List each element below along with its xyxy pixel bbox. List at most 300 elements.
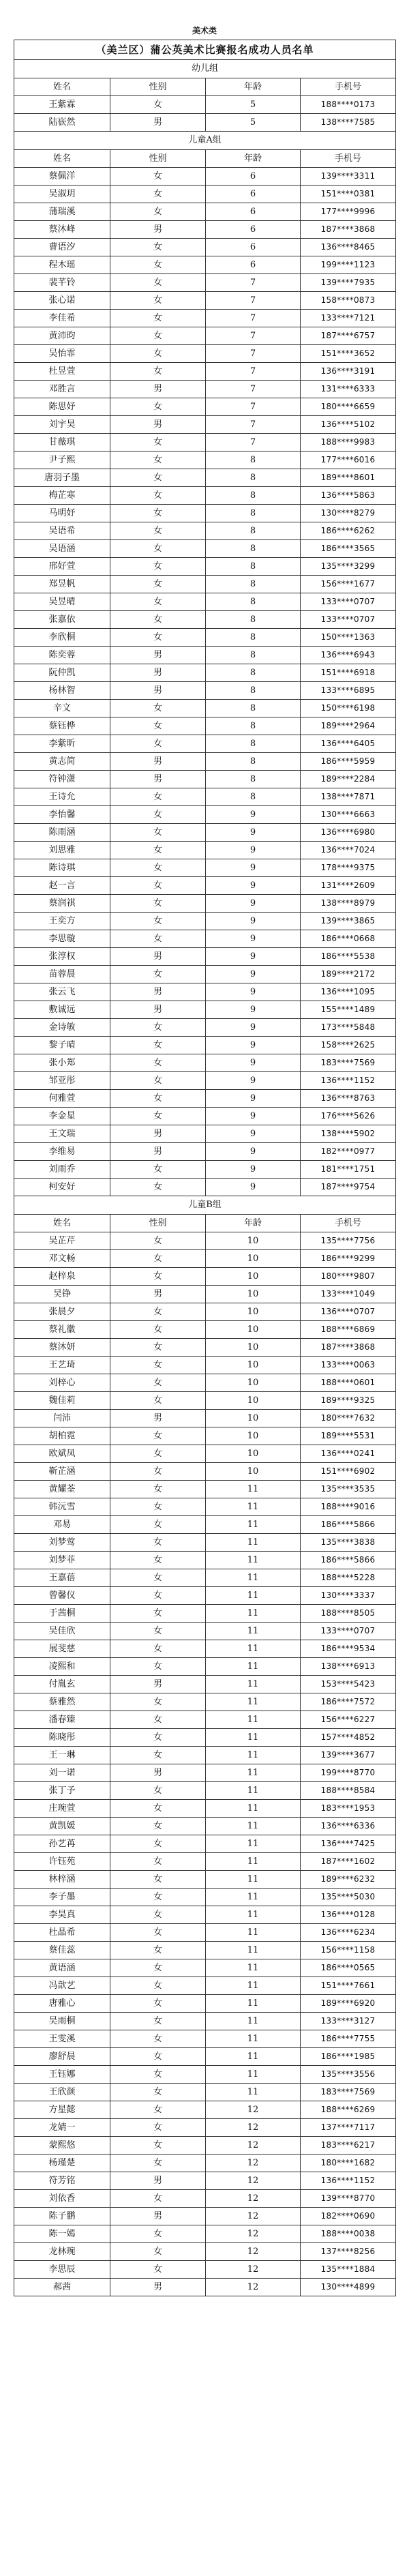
gender-cell: 女 xyxy=(110,1871,206,1889)
table-row xyxy=(14,168,396,186)
name-cell: 金诗敏 xyxy=(14,1019,110,1037)
age-cell: 8 xyxy=(206,735,301,753)
age-cell: 9 xyxy=(206,948,301,966)
table-row xyxy=(14,1481,396,1498)
gender-cell: 女 xyxy=(110,522,206,540)
gender-cell: 女 xyxy=(110,1357,206,1374)
name-cell: 张淳权 xyxy=(14,948,110,966)
gender-cell: 男 xyxy=(110,682,206,700)
gender-cell: 女 xyxy=(110,434,206,451)
phone-cell: 133****0707 xyxy=(301,1623,396,1640)
gender-cell: 女 xyxy=(110,310,206,327)
age-cell: 9 xyxy=(206,1161,301,1179)
header-row xyxy=(14,78,396,96)
name-cell: 刘思雅 xyxy=(14,842,110,859)
age-cell: 12 xyxy=(206,2279,301,2296)
phone-cell: 136****6943 xyxy=(301,647,396,664)
name-cell: 闫沛 xyxy=(14,1410,110,1427)
table-row xyxy=(14,966,396,983)
gender-cell: 男 xyxy=(110,221,206,239)
age-cell: 8 xyxy=(206,451,301,469)
name-cell: 曹语汐 xyxy=(14,239,110,256)
age-cell: 10 xyxy=(206,1321,301,1339)
name-cell: 刘梦莺 xyxy=(14,1534,110,1552)
phone-cell: 135****3838 xyxy=(301,1534,396,1552)
table-row xyxy=(14,2013,396,2030)
table-row xyxy=(14,1072,396,1090)
gender-cell: 女 xyxy=(110,2066,206,2084)
age-cell: 8 xyxy=(206,540,301,558)
table-row xyxy=(14,859,396,877)
age-cell: 11 xyxy=(206,1995,301,2013)
age-cell: 8 xyxy=(206,717,301,735)
table-row xyxy=(14,327,396,345)
phone-cell: 138****6913 xyxy=(301,1658,396,1676)
table-row xyxy=(14,1729,396,1747)
age-cell: 5 xyxy=(206,114,301,132)
gender-cell: 男 xyxy=(110,983,206,1001)
name-cell: 杜昱萱 xyxy=(14,363,110,381)
age-cell: 11 xyxy=(206,1623,301,1640)
gender-cell: 男 xyxy=(110,771,206,788)
name-cell: 陈子鹏 xyxy=(14,2208,110,2225)
table-row xyxy=(14,1232,396,1250)
name-cell: 蔡润祺 xyxy=(14,895,110,913)
phone-cell: 133****6895 xyxy=(301,682,396,700)
name-cell: 梅芷寒 xyxy=(14,487,110,505)
age-cell: 11 xyxy=(206,1977,301,1995)
phone-cell: 156****6227 xyxy=(301,1711,396,1729)
phone-cell: 199****8770 xyxy=(301,1764,396,1782)
phone-cell: 188****8505 xyxy=(301,1605,396,1623)
age-cell: 8 xyxy=(206,788,301,806)
roster-body xyxy=(14,40,396,2296)
phone-cell: 183****1953 xyxy=(301,1800,396,1818)
age-cell: 6 xyxy=(206,239,301,256)
name-cell: 王欣颜 xyxy=(14,2084,110,2101)
age-cell: 8 xyxy=(206,611,301,629)
name-cell: 欧斌凤 xyxy=(14,1445,110,1463)
gender-cell: 女 xyxy=(110,2101,206,2119)
table-row xyxy=(14,735,396,753)
phone-cell: 150****6198 xyxy=(301,700,396,717)
name-cell: 陈雨涵 xyxy=(14,824,110,842)
phone-cell: 135****1884 xyxy=(301,2261,396,2279)
phone-cell: 186****5959 xyxy=(301,753,396,771)
gender-cell: 女 xyxy=(110,558,206,576)
gender-cell: 女 xyxy=(110,292,206,310)
age-cell: 11 xyxy=(206,1764,301,1782)
table-row xyxy=(14,1640,396,1658)
gender-cell: 女 xyxy=(110,274,206,292)
gender-cell: 女 xyxy=(110,735,206,753)
phone-cell: 186****7572 xyxy=(301,1693,396,1711)
name-cell: 黄沛昀 xyxy=(14,327,110,345)
name-cell: 张小郑 xyxy=(14,1054,110,1072)
name-cell: 苗蓉晨 xyxy=(14,966,110,983)
name-cell: 陈诗琪 xyxy=(14,859,110,877)
age-cell: 9 xyxy=(206,842,301,859)
table-row xyxy=(14,1658,396,1676)
name-cell: 黄凯媛 xyxy=(14,1818,110,1835)
phone-cell: 136****5102 xyxy=(301,416,396,434)
age-cell: 9 xyxy=(206,983,301,1001)
phone-cell: 133****3127 xyxy=(301,2013,396,2030)
table-row xyxy=(14,1339,396,1357)
name-cell: 李佳希 xyxy=(14,310,110,327)
table-row xyxy=(14,1871,396,1889)
gender-cell: 女 xyxy=(110,1339,206,1357)
column-header: 姓名 xyxy=(14,1215,110,1232)
phone-cell: 130****4899 xyxy=(301,2279,396,2296)
gender-cell: 女 xyxy=(110,1835,206,1853)
age-cell: 10 xyxy=(206,1232,301,1250)
group-title: 儿童B组 xyxy=(14,1196,396,1215)
group-title-row xyxy=(14,1196,396,1215)
table-row xyxy=(14,2243,396,2261)
table-row xyxy=(14,1977,396,1995)
age-cell: 9 xyxy=(206,966,301,983)
age-cell: 11 xyxy=(206,1729,301,1747)
age-cell: 10 xyxy=(206,1463,301,1481)
name-cell: 吴语涵 xyxy=(14,540,110,558)
age-cell: 11 xyxy=(206,1747,301,1764)
phone-cell: 186****6262 xyxy=(301,522,396,540)
name-cell: 邓易 xyxy=(14,1516,110,1534)
age-cell: 11 xyxy=(206,1942,301,1959)
phone-cell: 138****5902 xyxy=(301,1125,396,1143)
gender-cell: 女 xyxy=(110,1693,206,1711)
name-cell: 刘一诺 xyxy=(14,1764,110,1782)
name-cell: 赵梓泉 xyxy=(14,1268,110,1286)
table-row xyxy=(14,274,396,292)
age-cell: 8 xyxy=(206,629,301,647)
phone-cell: 139****8770 xyxy=(301,2190,396,2208)
table-row xyxy=(14,1125,396,1143)
gender-cell: 女 xyxy=(110,629,206,647)
name-cell: 陈奕蓉 xyxy=(14,647,110,664)
name-cell: 邢好萱 xyxy=(14,558,110,576)
gender-cell: 女 xyxy=(110,1640,206,1658)
age-cell: 12 xyxy=(206,2225,301,2243)
gender-cell: 男 xyxy=(110,1764,206,1782)
document xyxy=(14,22,395,2296)
table-row xyxy=(14,1498,396,1516)
phone-cell: 188****5228 xyxy=(301,1569,396,1587)
table-row xyxy=(14,540,396,558)
gender-cell: 女 xyxy=(110,505,206,522)
phone-cell: 130****3337 xyxy=(301,1587,396,1605)
age-cell: 11 xyxy=(206,1552,301,1569)
age-cell: 11 xyxy=(206,1481,301,1498)
name-cell: 王艺琦 xyxy=(14,1357,110,1374)
age-cell: 10 xyxy=(206,1357,301,1374)
table-row xyxy=(14,1818,396,1835)
table-row xyxy=(14,310,396,327)
table-row xyxy=(14,221,396,239)
gender-cell: 女 xyxy=(110,1729,206,1747)
phone-cell: 178****9375 xyxy=(301,859,396,877)
phone-cell: 187****1602 xyxy=(301,1853,396,1871)
phone-cell: 186****1985 xyxy=(301,2048,396,2066)
age-cell: 11 xyxy=(206,1516,301,1534)
table-row xyxy=(14,487,396,505)
name-cell: 李金星 xyxy=(14,1108,110,1125)
name-cell: 冯歆艺 xyxy=(14,1977,110,1995)
table-row xyxy=(14,558,396,576)
table-row xyxy=(14,345,396,363)
gender-cell: 女 xyxy=(110,806,206,824)
table-row xyxy=(14,1534,396,1552)
phone-cell: 130****8279 xyxy=(301,505,396,522)
name-cell: 蔡雅然 xyxy=(14,1693,110,1711)
gender-cell: 女 xyxy=(110,1374,206,1392)
age-cell: 6 xyxy=(206,221,301,239)
age-cell: 11 xyxy=(206,1924,301,1942)
group-title: 儿童A组 xyxy=(14,132,396,150)
name-cell: 吴语希 xyxy=(14,522,110,540)
name-cell: 王嘉蓓 xyxy=(14,1569,110,1587)
phone-cell: 136****3191 xyxy=(301,363,396,381)
gender-cell: 男 xyxy=(110,948,206,966)
name-cell: 刘雨乔 xyxy=(14,1161,110,1179)
table-row xyxy=(14,451,396,469)
age-cell: 9 xyxy=(206,1037,301,1054)
age-cell: 7 xyxy=(206,363,301,381)
name-cell: 张嘉依 xyxy=(14,611,110,629)
gender-cell: 女 xyxy=(110,842,206,859)
name-cell: 刘梓心 xyxy=(14,1374,110,1392)
gender-cell: 女 xyxy=(110,1818,206,1835)
age-cell: 8 xyxy=(206,487,301,505)
name-cell: 杨瑾楚 xyxy=(14,2155,110,2172)
name-cell: 于茜桐 xyxy=(14,1605,110,1623)
age-cell: 9 xyxy=(206,1179,301,1196)
name-cell: 陈思妤 xyxy=(14,398,110,416)
phone-cell: 188****0173 xyxy=(301,96,396,114)
phone-cell: 136****0241 xyxy=(301,1445,396,1463)
phone-cell: 156****1158 xyxy=(301,1942,396,1959)
name-cell: 杨林智 xyxy=(14,682,110,700)
phone-cell: 155****1489 xyxy=(301,1001,396,1019)
table-row xyxy=(14,186,396,203)
table-row xyxy=(14,203,396,221)
age-cell: 11 xyxy=(206,1889,301,1906)
name-cell: 李怡馨 xyxy=(14,806,110,824)
age-cell: 12 xyxy=(206,2172,301,2190)
name-cell: 吴淑玥 xyxy=(14,186,110,203)
table-row xyxy=(14,2101,396,2119)
name-cell: 潘春臻 xyxy=(14,1711,110,1729)
gender-cell: 男 xyxy=(110,2172,206,2190)
column-header: 手机号 xyxy=(301,150,396,168)
table-row xyxy=(14,1410,396,1427)
age-cell: 8 xyxy=(206,593,301,611)
phone-cell: 186****3565 xyxy=(301,540,396,558)
column-header: 年龄 xyxy=(206,1215,301,1232)
phone-cell: 133****1049 xyxy=(301,1286,396,1303)
header-row xyxy=(14,150,396,168)
age-cell: 9 xyxy=(206,824,301,842)
phone-cell: 186****9534 xyxy=(301,1640,396,1658)
name-cell: 李维易 xyxy=(14,1143,110,1161)
age-cell: 9 xyxy=(206,877,301,895)
table-row xyxy=(14,1711,396,1729)
age-cell: 10 xyxy=(206,1303,301,1321)
gender-cell: 女 xyxy=(110,2137,206,2155)
name-cell: 靳芷涵 xyxy=(14,1463,110,1481)
age-cell: 7 xyxy=(206,416,301,434)
name-cell: 程木瑶 xyxy=(14,256,110,274)
age-cell: 6 xyxy=(206,203,301,221)
age-cell: 6 xyxy=(206,168,301,186)
phone-cell: 188****6869 xyxy=(301,1321,396,1339)
age-cell: 11 xyxy=(206,1658,301,1676)
name-cell: 敷诚远 xyxy=(14,1001,110,1019)
table-row xyxy=(14,2137,396,2155)
phone-cell: 180****7632 xyxy=(301,1410,396,1427)
age-cell: 10 xyxy=(206,1445,301,1463)
gender-cell: 女 xyxy=(110,1445,206,1463)
phone-cell: 189****9325 xyxy=(301,1392,396,1410)
name-cell: 孙艺苒 xyxy=(14,1835,110,1853)
age-cell: 6 xyxy=(206,256,301,274)
table-row xyxy=(14,842,396,859)
table-row xyxy=(14,1924,396,1942)
gender-cell: 女 xyxy=(110,1889,206,1906)
gender-cell: 女 xyxy=(110,168,206,186)
name-cell: 黎子晴 xyxy=(14,1037,110,1054)
gender-cell: 女 xyxy=(110,824,206,842)
name-cell: 邹亚彤 xyxy=(14,1072,110,1090)
phone-cell: 151****0381 xyxy=(301,186,396,203)
phone-cell: 136****7425 xyxy=(301,1835,396,1853)
gender-cell: 女 xyxy=(110,1569,206,1587)
group-title-row xyxy=(14,132,396,150)
phone-cell: 189****5531 xyxy=(301,1427,396,1445)
table-row xyxy=(14,1161,396,1179)
phone-cell: 135****3556 xyxy=(301,2066,396,2084)
name-cell: 王诗允 xyxy=(14,788,110,806)
gender-cell: 男 xyxy=(110,1286,206,1303)
phone-cell: 133****0707 xyxy=(301,611,396,629)
phone-cell: 188****0601 xyxy=(301,1374,396,1392)
name-cell: 韩沅雪 xyxy=(14,1498,110,1516)
name-cell: 李思辰 xyxy=(14,2261,110,2279)
phone-cell: 137****8256 xyxy=(301,2243,396,2261)
name-cell: 李子墨 xyxy=(14,1889,110,1906)
age-cell: 10 xyxy=(206,1339,301,1357)
age-cell: 11 xyxy=(206,1569,301,1587)
age-cell: 8 xyxy=(206,647,301,664)
gender-cell: 女 xyxy=(110,540,206,558)
gender-cell: 女 xyxy=(110,2243,206,2261)
phone-cell: 136****6234 xyxy=(301,1924,396,1942)
table-row xyxy=(14,1019,396,1037)
gender-cell: 女 xyxy=(110,345,206,363)
table-row xyxy=(14,114,396,132)
age-cell: 12 xyxy=(206,2208,301,2225)
table-row xyxy=(14,1179,396,1196)
age-cell: 9 xyxy=(206,859,301,877)
gender-cell: 女 xyxy=(110,1747,206,1764)
age-cell: 10 xyxy=(206,1250,301,1268)
age-cell: 11 xyxy=(206,1782,301,1800)
gender-cell: 女 xyxy=(110,1232,206,1250)
table-row xyxy=(14,1782,396,1800)
table-row xyxy=(14,1959,396,1977)
age-cell: 11 xyxy=(206,1818,301,1835)
gender-cell: 女 xyxy=(110,1924,206,1942)
gender-cell: 男 xyxy=(110,114,206,132)
phone-cell: 133****7121 xyxy=(301,310,396,327)
name-cell: 蔡钰桦 xyxy=(14,717,110,735)
gender-cell: 女 xyxy=(110,2225,206,2243)
age-cell: 7 xyxy=(206,398,301,416)
table-row xyxy=(14,717,396,735)
phone-cell: 137****7117 xyxy=(301,2119,396,2137)
gender-cell: 女 xyxy=(110,2261,206,2279)
phone-cell: 138****7871 xyxy=(301,788,396,806)
name-cell: 符钟潇 xyxy=(14,771,110,788)
name-cell: 蒲瑞溪 xyxy=(14,203,110,221)
table-row xyxy=(14,2208,396,2225)
gender-cell: 女 xyxy=(110,700,206,717)
gender-cell: 女 xyxy=(110,576,206,593)
table-row xyxy=(14,2084,396,2101)
table-row xyxy=(14,434,396,451)
gender-cell: 女 xyxy=(110,1054,206,1072)
name-cell: 刘宇昊 xyxy=(14,416,110,434)
phone-cell: 139****7935 xyxy=(301,274,396,292)
table-row xyxy=(14,2190,396,2208)
phone-cell: 139****3865 xyxy=(301,913,396,930)
phone-cell: 186****7755 xyxy=(301,2030,396,2048)
column-header: 姓名 xyxy=(14,150,110,168)
document-title: （美兰区）蒲公英美术比赛报名成功人员名单 xyxy=(14,40,396,60)
name-cell: 符芳铭 xyxy=(14,2172,110,2190)
name-cell: 蔡佩洋 xyxy=(14,168,110,186)
table-row xyxy=(14,1108,396,1125)
name-cell: 张晨夕 xyxy=(14,1303,110,1321)
phone-cell: 189****2284 xyxy=(301,771,396,788)
gender-cell: 男 xyxy=(110,2208,206,2225)
age-cell: 11 xyxy=(206,1605,301,1623)
phone-cell: 136****8763 xyxy=(301,1090,396,1108)
gender-cell: 男 xyxy=(110,1125,206,1143)
table-row xyxy=(14,877,396,895)
gender-cell: 女 xyxy=(110,2190,206,2208)
age-cell: 11 xyxy=(206,2048,301,2066)
phone-cell: 188****6269 xyxy=(301,2101,396,2119)
column-header: 性别 xyxy=(110,78,206,96)
age-cell: 7 xyxy=(206,274,301,292)
gender-cell: 男 xyxy=(110,753,206,771)
table-row xyxy=(14,1445,396,1463)
age-cell: 11 xyxy=(206,1800,301,1818)
phone-cell: 135****5030 xyxy=(301,1889,396,1906)
phone-cell: 131****2609 xyxy=(301,877,396,895)
age-cell: 12 xyxy=(206,2101,301,2119)
name-cell: 刘依香 xyxy=(14,2190,110,2208)
name-cell: 王文瑞 xyxy=(14,1125,110,1143)
phone-cell: 189****2964 xyxy=(301,717,396,735)
title-row xyxy=(14,40,396,60)
table-row xyxy=(14,1250,396,1268)
age-cell: 9 xyxy=(206,1143,301,1161)
phone-cell: 136****5863 xyxy=(301,487,396,505)
phone-cell: 139****3677 xyxy=(301,1747,396,1764)
